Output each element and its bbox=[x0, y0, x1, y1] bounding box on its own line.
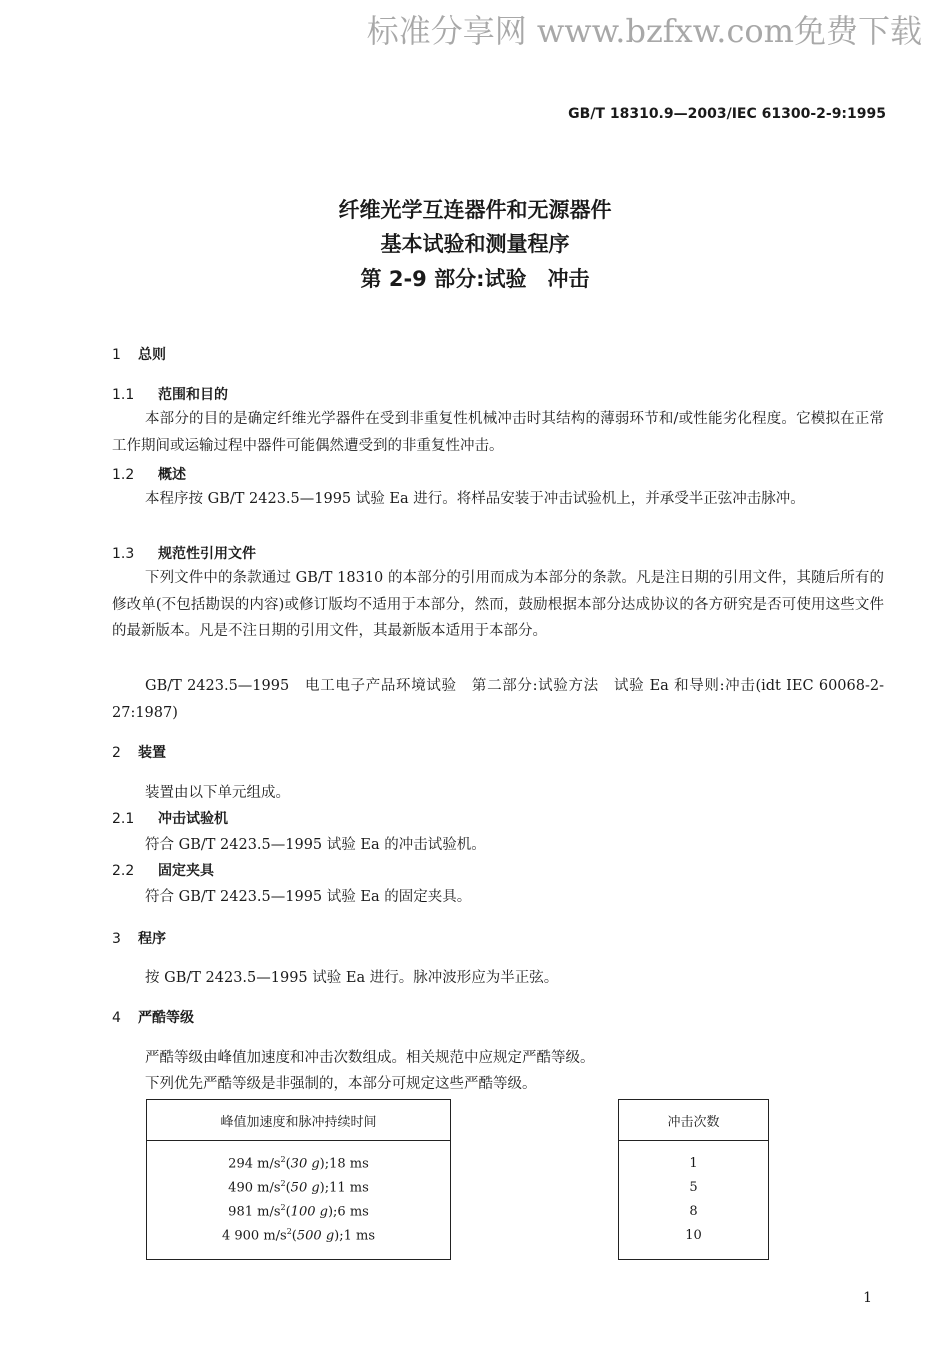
paragraph-severity-1: 严酷等级由峰值加速度和冲击次数组成。相关规范中应规定严酷等级。 bbox=[145, 1050, 595, 1066]
section-title: 严酷等级 bbox=[138, 1010, 194, 1026]
section-heading-2-1 bbox=[112, 808, 228, 828]
page-number: 1 bbox=[863, 1290, 872, 1306]
section-number: 1.1 bbox=[112, 387, 135, 403]
section-heading-1-1 bbox=[112, 384, 228, 404]
table-cell: 981 $m/s^2(100$ g);6 ms bbox=[228, 1202, 369, 1220]
table-row bbox=[147, 1199, 451, 1223]
table-cell: 10 bbox=[685, 1227, 702, 1243]
section-title: 规范性引用文件 bbox=[158, 546, 256, 562]
shock-count-table bbox=[618, 1099, 769, 1260]
table-row bbox=[619, 1223, 769, 1260]
paragraph-normative-references: 下列文件中的条款通过 GB/T 18310 的本部分的引用而成为本部分的条款。凡是注日期的引用文件，其随后所有的修改单(不包括勘误的内容)或修订版均不适用于本部分，然而，鼓励根据本部分达成协议的各方研究是否可使用这些文件的最新版本。凡是不注日期的引用文件，其最新版本适用于本部分。 bbox=[112, 570, 884, 639]
section-title: 固定夹具 bbox=[158, 863, 214, 879]
paragraph-fixture: 符合 GB/T 2423.5—1995 试验 Ea 的固定夹具。 bbox=[145, 889, 472, 905]
document-title-line2: 基本试验和测量程序 bbox=[380, 232, 570, 256]
table-cell: 490 $m/s^2(50$ g);11 ms bbox=[228, 1178, 369, 1196]
table-cell: 5 bbox=[689, 1179, 698, 1195]
peak-acceleration-table bbox=[146, 1099, 451, 1260]
paragraph-shock-machine: 符合 GB/T 2423.5—1995 试验 Ea 的冲击试验机。 bbox=[145, 837, 486, 853]
section-title: 装置 bbox=[138, 745, 166, 761]
table-row bbox=[147, 1223, 451, 1260]
section-number: 4 bbox=[112, 1010, 121, 1026]
section-heading-1-3 bbox=[112, 543, 256, 563]
paragraph-severity-2: 下列优先严酷等级是非强制的，本部分可规定这些严酷等级。 bbox=[145, 1076, 537, 1092]
section-number: 1.2 bbox=[112, 467, 135, 483]
section-title: 总则 bbox=[138, 347, 166, 363]
section-heading-2 bbox=[112, 742, 166, 762]
table-cell: 1 bbox=[689, 1155, 698, 1171]
paragraph-overview: 本程序按 GB/T 2423.5—1995 试验 Ea 进行。将样品安装于冲击试验机上，并承受半正弦冲击脉冲。 bbox=[145, 491, 805, 507]
section-heading-1 bbox=[112, 344, 166, 364]
section-number: 1 bbox=[112, 347, 121, 363]
table-cell: 294 $m/s^2(30$ g);18 ms bbox=[228, 1154, 369, 1172]
section-heading-4 bbox=[112, 1007, 194, 1027]
paragraph-apparatus: 装置由以下单元组成。 bbox=[145, 785, 290, 801]
table-row bbox=[619, 1199, 769, 1223]
table-header: 冲击次数 bbox=[619, 1100, 769, 1141]
section-title: 程序 bbox=[138, 931, 166, 947]
watermark: 标准分享网 www.bzfxw.com免费下载 bbox=[366, 12, 922, 50]
table-cell: 8 bbox=[689, 1203, 698, 1219]
table-row bbox=[619, 1141, 769, 1176]
section-number: 1.3 bbox=[112, 546, 135, 562]
document-title-line1: 纤维光学互连器件和无源器件 bbox=[338, 198, 612, 222]
section-number: 2.1 bbox=[112, 811, 135, 827]
section-heading-1-2 bbox=[112, 464, 186, 484]
document-title-line3: 第 2-9 部分:试验 冲击 bbox=[360, 267, 590, 291]
section-title: 冲击试验机 bbox=[158, 811, 228, 827]
paragraph-scope: 本部分的目的是确定纤维光学器件在受到非重复性机械冲击时其结构的薄弱环节和/或性能劣化程度。它模拟在正常工作期间或运输过程中器件可能偶然遭受到的非重复性冲击。 bbox=[112, 411, 884, 454]
standard-number: GB/T 18310.9—2003/IEC 61300-2-9:1995 bbox=[568, 106, 886, 122]
section-title: 概述 bbox=[158, 467, 186, 483]
section-heading-3 bbox=[112, 928, 166, 948]
table-header: 峰值加速度和脉冲持续时间 bbox=[147, 1100, 451, 1141]
section-number: 2.2 bbox=[112, 863, 135, 879]
section-number: 2 bbox=[112, 745, 121, 761]
reference-entry: GB/T 2423.5—1995 电工电子产品环境试验 第二部分:试验方法 试验 Ea 和导则:冲击(idt IEC 60068-2-27:1987) bbox=[112, 678, 884, 721]
paragraph-procedure: 按 GB/T 2423.5—1995 试验 Ea 进行。脉冲波形应为半正弦。 bbox=[145, 970, 559, 986]
table-row bbox=[619, 1175, 769, 1199]
section-number: 3 bbox=[112, 931, 121, 947]
table-row bbox=[147, 1141, 451, 1176]
section-title: 范围和目的 bbox=[158, 387, 228, 403]
table-row bbox=[147, 1175, 451, 1199]
section-heading-2-2 bbox=[112, 860, 214, 880]
table-cell: 4 900 $m/s^2(500$ g);1 ms bbox=[221, 1226, 376, 1244]
